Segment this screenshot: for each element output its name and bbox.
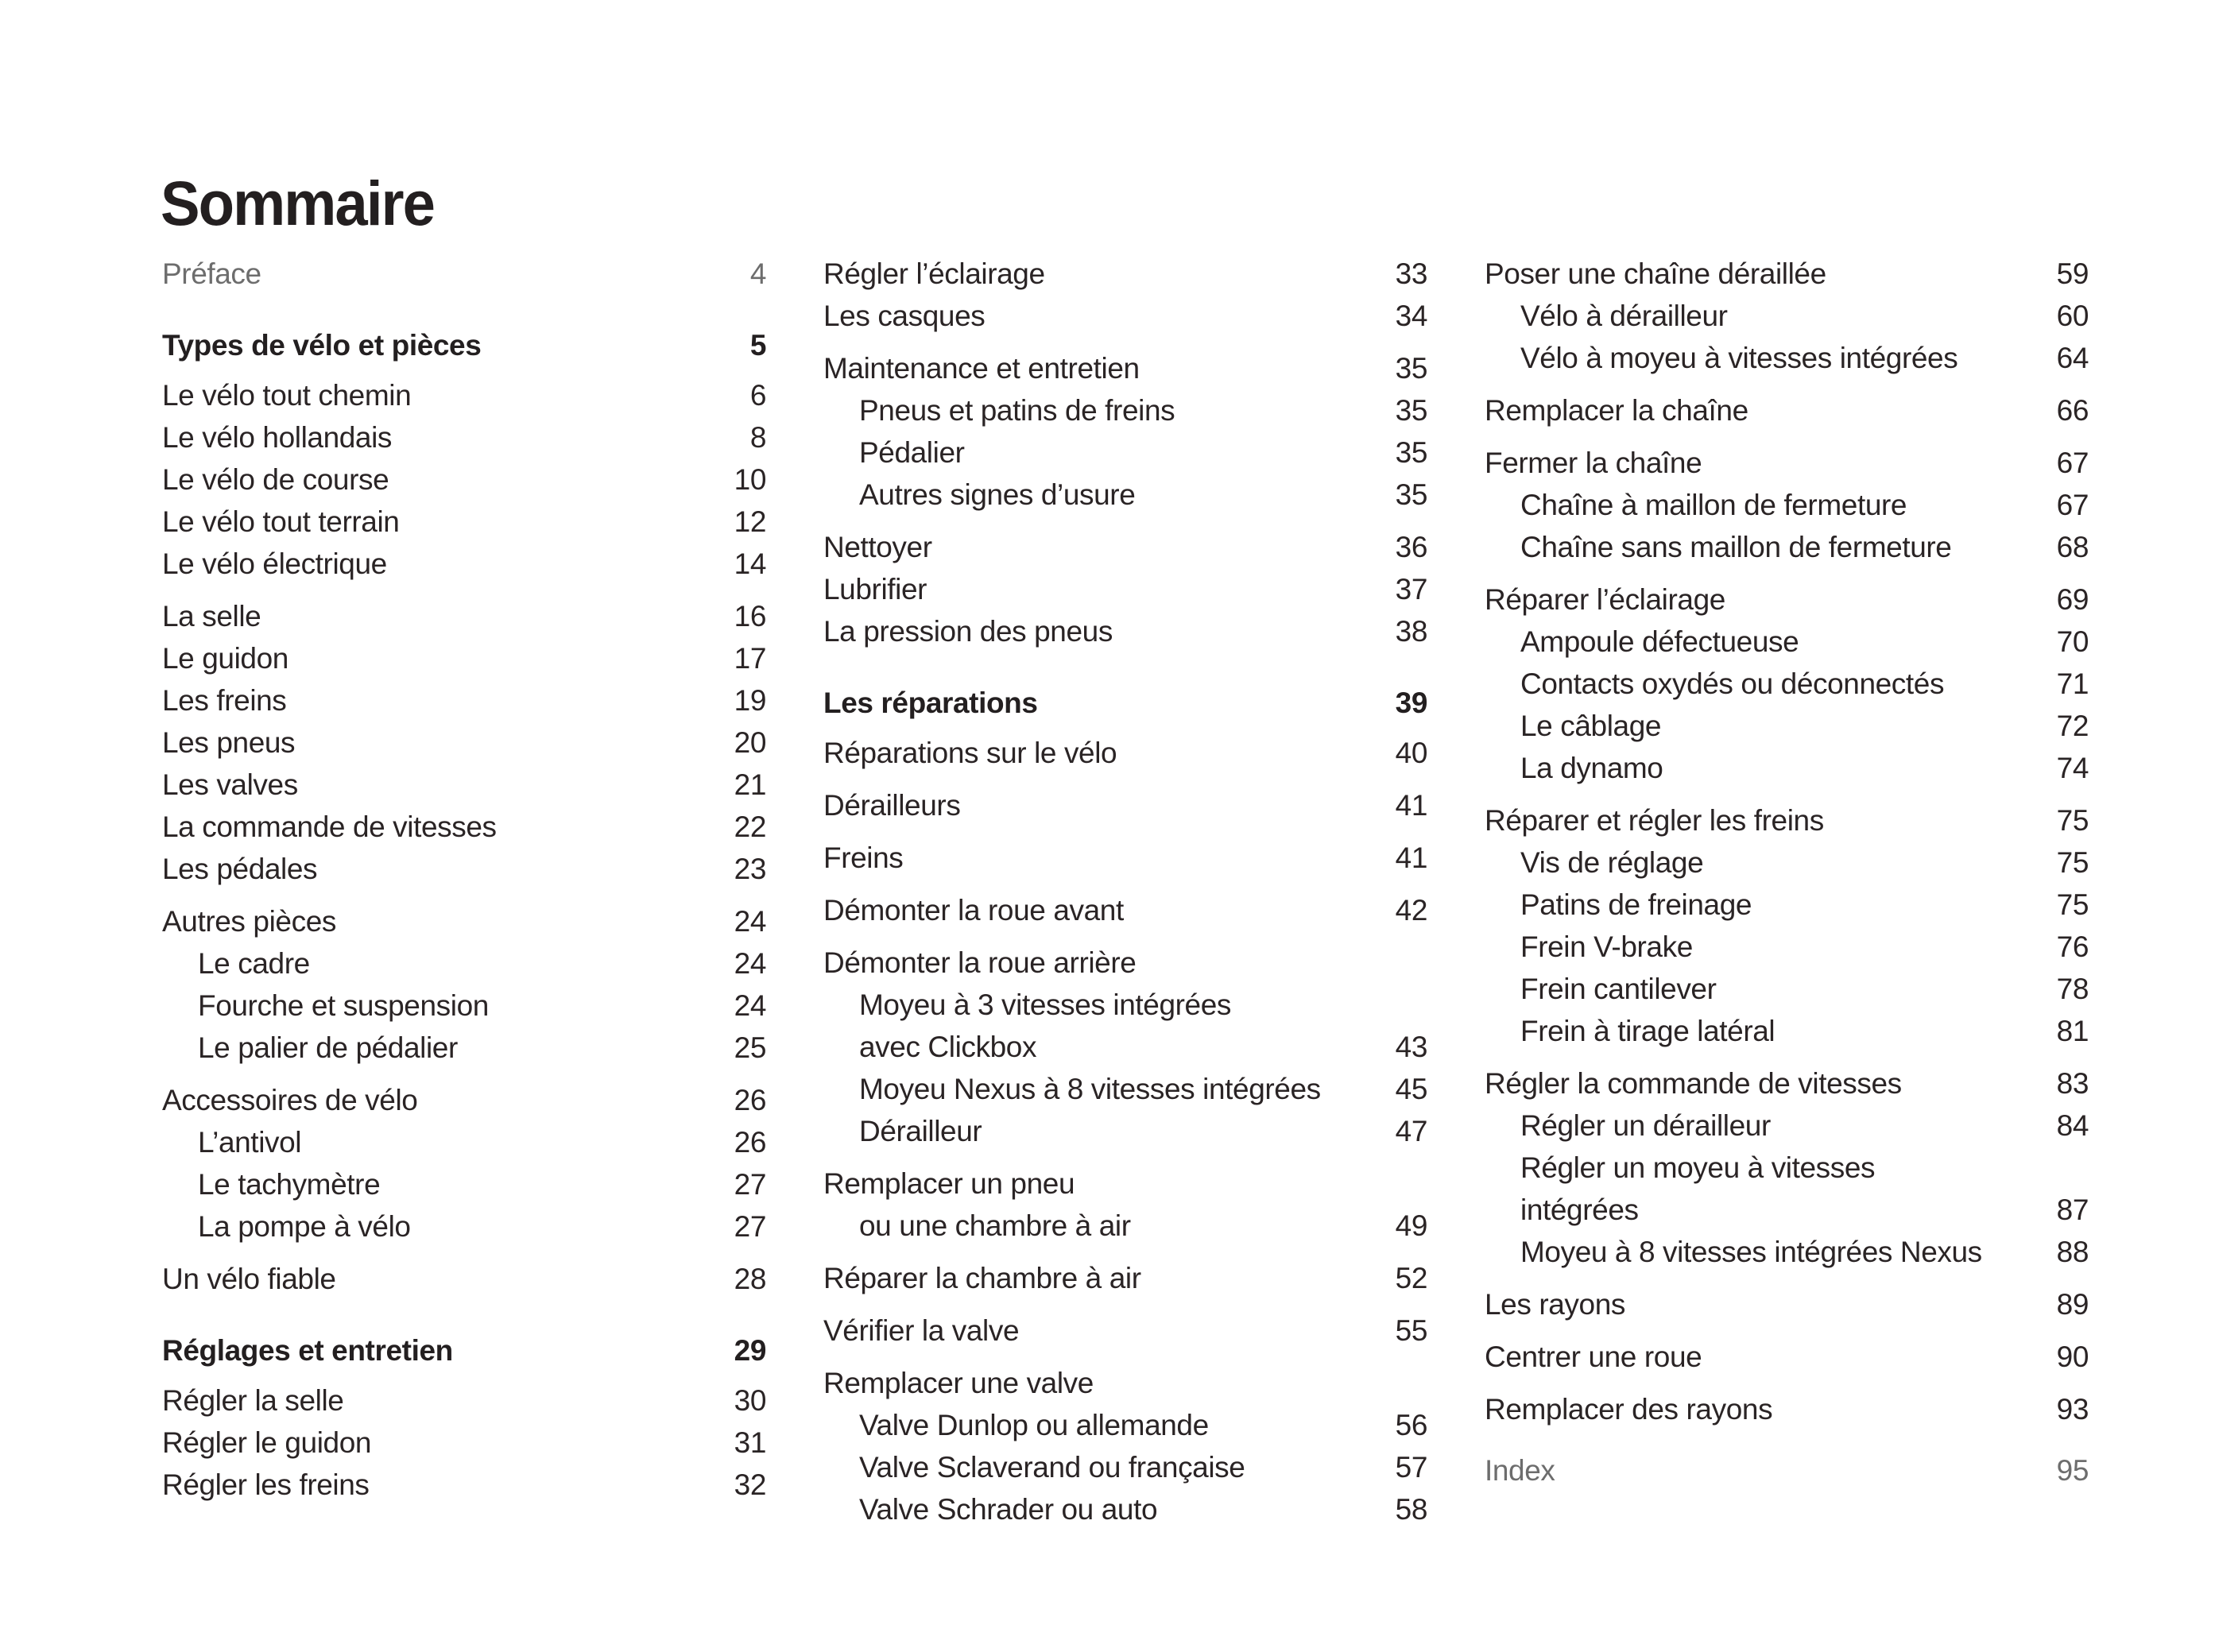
toc-entry [162,1258,766,1300]
toc-entry [823,347,1427,389]
toc-entry-page: 41 [1395,841,1427,874]
toc-entry-page: 78 [2056,973,2089,1005]
toc-entry-label: Le guidon [162,642,288,675]
toc-entry [1485,578,2089,621]
toc-entry-page: 68 [2056,531,2089,563]
toc-entry-page: 27 [734,1210,766,1243]
toc-entry-page: 35 [1395,394,1427,427]
toc-entry [162,637,766,679]
toc-entry-page: 24 [734,947,766,980]
toc-entry [162,1079,766,1121]
toc-entry [1485,295,2089,337]
toc-entry-label: Un vélo fiable [162,1263,336,1295]
toc-entry-page: 57 [1395,1451,1427,1484]
toc-entry [823,568,1427,610]
toc-entry [1485,1336,2089,1378]
toc-entry-page: 26 [734,1084,766,1116]
toc-entry-label: Frein cantilever [1520,973,1717,1005]
toc-entry-label: Lubrifier [823,573,927,605]
toc-entry [823,784,1427,826]
toc-entry [823,1257,1427,1299]
toc-entry-label: Chaîne à maillon de fermeture [1520,489,1907,521]
toc-entry [823,889,1427,931]
toc-entry-page: 67 [2056,447,2089,479]
toc-entry-label: Le palier de pédalier [198,1031,458,1064]
toc-entry-page: 6 [749,379,766,412]
toc-entry-page: 76 [2056,930,2089,963]
toc-entry [1485,389,2089,431]
toc-entry [1485,1388,2089,1430]
toc-entry-page: 60 [2056,300,2089,332]
toc-entry [823,1362,1427,1404]
toc-entry-label: Vélo à moyeu à vitesses intégrées [1520,342,1958,374]
toc-entry [823,837,1427,879]
toc-entry [1485,705,2089,747]
toc-entry-label: Contacts oxydés ou déconnectés [1520,667,1945,700]
toc-entry-label: Ampoule défectueuse [1520,625,1799,658]
toc-entry-page: 21 [734,768,766,801]
toc-entry [162,900,766,942]
toc-entry-page: 95 [2056,1454,2089,1487]
toc-entry-label: Le vélo électrique [162,547,387,580]
toc-entry-page: 83 [2056,1067,2089,1100]
toc-entry-label: La selle [162,600,261,633]
toc-column-middle [823,253,1427,1530]
toc-entry [1485,747,2089,789]
toc-entry [1485,926,2089,968]
toc-entry-label: Réglages et entretien [162,1334,453,1367]
toc-entry-page: 32 [734,1468,766,1501]
toc-entry-page: 84 [2056,1109,2089,1142]
toc-entry [1485,841,2089,884]
toc-entry [1485,1062,2089,1105]
toc-entry [1485,484,2089,526]
toc-entry [823,1404,1427,1446]
toc-entry-page: 8 [749,421,766,454]
toc-entry [823,431,1427,474]
toc-entry-label: Index [1485,1454,1555,1487]
toc-entry-page: 38 [1395,615,1427,648]
toc-entry-page: 23 [734,853,766,885]
toc-entry-label: Les rayons [1485,1288,1625,1321]
toc-entry [162,1464,766,1506]
toc-entry [823,1310,1427,1352]
toc-entry [1485,1147,2089,1189]
toc-entry-page: 81 [2056,1015,2089,1047]
toc-entry [1485,1231,2089,1273]
toc-entry-label: Freins [823,841,904,874]
toc-entry-label: Dérailleur [859,1115,982,1147]
toc-entry [823,682,1427,724]
toc-entry [162,374,766,416]
toc-entry-label: Régler un moyeu à vitesses [1520,1151,1876,1184]
toc-entry-label: Moyeu à 3 vitesses intégrées [859,988,1231,1021]
toc-entry [823,253,1427,295]
toc-entry-label: Démonter la roue avant [823,894,1124,927]
toc-entry-label: Régler la selle [162,1384,344,1417]
toc-entry-label: Réparer l’éclairage [1485,583,1725,616]
toc-entry-label: La pression des pneus [823,615,1113,648]
toc-entry-label: Les réparations [823,687,1038,719]
toc-entry-label: Préface [162,257,261,290]
toc-entry [823,295,1427,337]
toc-entry-page: 28 [734,1263,766,1295]
toc-entry-label: Régler l’éclairage [823,257,1045,290]
toc-entry-page: 12 [734,505,766,538]
toc-entry-label: Vis de réglage [1520,846,1704,879]
toc-entry-page: 52 [1395,1262,1427,1294]
toc-entry-page: 41 [1395,789,1427,822]
toc-entry-label: Poser une chaîne déraillée [1485,257,1826,290]
toc-entry-page: 19 [734,684,766,717]
toc-entry-page: 55 [1395,1314,1427,1347]
toc-entry [823,1110,1427,1152]
toc-entry-label: Les casques [823,300,986,332]
toc-entry [162,722,766,764]
toc-entry-page: 72 [2056,710,2089,742]
toc-entry-page: 16 [734,600,766,633]
toc-entry-label: Remplacer une valve [823,1367,1094,1399]
toc-entry-page: 89 [2056,1288,2089,1321]
toc-entry-label: Fermer la chaîne [1485,447,1702,479]
toc-entry [823,1488,1427,1530]
toc-entry-page: 27 [734,1168,766,1201]
toc-entry-label: Régler les freins [162,1468,370,1501]
toc-entry-page: 10 [734,463,766,496]
toc-entry-page: 75 [2056,804,2089,837]
toc-entry-page: 59 [2056,257,2089,290]
toc-entry-label: Les pneus [162,726,296,759]
toc-entry [823,984,1427,1026]
toc-entry [1485,968,2089,1010]
toc-entry-label: Frein à tirage latéral [1520,1015,1775,1047]
toc-entry-page: 43 [1395,1031,1427,1063]
toc-entry-label: Centrer une roue [1485,1341,1702,1373]
toc-entry-page: 45 [1395,1073,1427,1105]
toc-entry [162,679,766,722]
toc-columns [162,253,2089,1530]
toc-entry-label: Valve Schrader ou auto [859,1493,1158,1526]
toc-entry [1485,1283,2089,1325]
toc-entry-label: avec Clickbox [859,1031,1037,1063]
toc-entry-label: intégrées [1520,1194,1639,1226]
toc-entry-page: 75 [2056,888,2089,921]
toc-entry-label: Les freins [162,684,287,717]
toc-entry [1485,621,2089,663]
toc-entry [1485,663,2089,705]
toc-entry-page: 37 [1395,573,1427,605]
toc-entry [1485,1105,2089,1147]
toc-entry-label: Frein V-brake [1520,930,1693,963]
toc-entry [823,1163,1427,1205]
toc-entry [162,324,766,366]
toc-entry-label: Vérifier la valve [823,1314,1020,1347]
toc-entry-label: Valve Dunlop ou allemande [859,1409,1209,1441]
toc-entry-page: 5 [749,329,766,362]
toc-entry-label: Le cadre [198,947,310,980]
toc-entry-label: Régler un dérailleur [1520,1109,1771,1142]
toc-entry-label: Réparer la chambre à air [823,1262,1141,1294]
toc-entry-page: 66 [2056,394,2089,427]
toc-entry [162,1121,766,1163]
toc-entry-page: 24 [734,989,766,1022]
toc-entry-label: La commande de vitesses [162,811,497,843]
toc-entry-label: Pédalier [859,436,965,469]
toc-entry-label: Régler la commande de vitesses [1485,1067,1902,1100]
toc-entry-page: 64 [2056,342,2089,374]
toc-entry-page: 26 [734,1126,766,1159]
toc-entry [823,732,1427,774]
toc-entry-page: 33 [1395,257,1427,290]
toc-entry-label: Régler le guidon [162,1426,372,1459]
toc-entry-page: 88 [2056,1236,2089,1268]
toc-entry [1485,884,2089,926]
toc-entry [823,1026,1427,1068]
toc-entry [162,501,766,543]
toc-entry-label: Accessoires de vélo [162,1084,418,1116]
toc-entry-page: 35 [1395,436,1427,469]
toc-entry [1485,799,2089,841]
toc-entry [1485,253,2089,295]
toc-entry [162,1205,766,1248]
toc-entry-page: 20 [734,726,766,759]
toc-entry-label: Autres signes d’usure [859,478,1136,511]
toc-entry-label: Nettoyer [823,531,932,563]
toc-entry-label: Réparations sur le vélo [823,737,1117,769]
toc-entry-page: 25 [734,1031,766,1064]
toc-entry-label: Fourche et suspension [198,989,489,1022]
toc-entry-page: 29 [734,1334,766,1367]
toc-entry-page: 39 [1395,687,1427,719]
toc-entry-page: 69 [2056,583,2089,616]
toc-entry [1485,1189,2089,1231]
toc-entry-label: Le vélo hollandais [162,421,393,454]
toc-entry-label: Chaîne sans maillon de fermeture [1520,531,1952,563]
toc-entry-label: Valve Sclaverand ou française [859,1451,1245,1484]
toc-entry-page: 74 [2056,752,2089,784]
toc-entry-label: Démonter la roue arrière [823,946,1137,979]
toc-entry-label: Remplacer des rayons [1485,1393,1773,1426]
toc-entry [162,253,766,295]
toc-entry-page: 70 [2056,625,2089,658]
toc-entry-page: 34 [1395,300,1427,332]
toc-entry-label: Les pédales [162,853,318,885]
toc-entry [1485,526,2089,568]
toc-entry-page: 4 [749,257,766,290]
toc-entry-page: 47 [1395,1115,1427,1147]
toc-entry-label: La dynamo [1520,752,1663,784]
toc-entry-label: La pompe à vélo [198,1210,411,1243]
toc-entry [823,389,1427,431]
toc-entry-label: Moyeu à 8 vitesses intégrées Nexus [1520,1236,1982,1268]
toc-entry [823,526,1427,568]
toc-entry-page: 49 [1395,1209,1427,1242]
toc-entry-page: 40 [1395,737,1427,769]
toc-entry [162,416,766,458]
toc-entry-label: Le câblage [1520,710,1662,742]
toc-entry-page: 22 [734,811,766,843]
toc-entry-page: 24 [734,905,766,938]
toc-entry-page: 87 [2056,1194,2089,1226]
toc-entry [823,474,1427,516]
page-title: Sommaire [161,167,435,238]
toc-entry [162,543,766,585]
toc-entry-label: Le vélo tout chemin [162,379,412,412]
toc-entry-page: 36 [1395,531,1427,563]
toc-entry-page: 35 [1395,478,1427,511]
toc-entry [162,458,766,501]
toc-entry-page: 56 [1395,1409,1427,1441]
toc-entry-label: Réparer et régler les freins [1485,804,1824,837]
toc-entry-label: L’antivol [198,1126,302,1159]
toc-entry-page: 75 [2056,846,2089,879]
toc-entry [162,1422,766,1464]
toc-entry [823,610,1427,652]
toc-entry-page: 35 [1395,352,1427,385]
toc-entry-label: Moyeu Nexus à 8 vitesses intégrées [859,1073,1321,1105]
toc-entry-label: ou une chambre à air [859,1209,1131,1242]
toc-entry-label: Vélo à dérailleur [1520,300,1728,332]
toc-column-left [162,253,766,1530]
toc-entry-label: Types de vélo et pièces [162,329,482,362]
toc-entry [162,1163,766,1205]
toc-entry-label: Autres pièces [162,905,336,938]
toc-entry [823,1068,1427,1110]
toc-entry-label: Remplacer un pneu [823,1167,1075,1200]
toc-entry-label: Les valves [162,768,298,801]
toc-entry [162,985,766,1027]
toc-entry-page: 93 [2056,1393,2089,1426]
toc-entry-page: 71 [2056,667,2089,700]
toc-entry-page: 42 [1395,894,1427,927]
toc-entry-page: 90 [2056,1341,2089,1373]
toc-entry-page: 31 [734,1426,766,1459]
toc-entry-label: Patins de freinage [1520,888,1752,921]
toc-entry-page: 67 [2056,489,2089,521]
toc-column-right [1485,253,2089,1530]
toc-entry [162,764,766,806]
toc-entry-page: 14 [734,547,766,580]
toc-entry [823,1205,1427,1247]
toc-entry [162,1329,766,1372]
toc-entry-label: Le vélo tout terrain [162,505,400,538]
toc-entry-label: Remplacer la chaîne [1485,394,1748,427]
toc-entry [162,1027,766,1069]
toc-entry [162,806,766,848]
toc-entry [1485,1449,2089,1491]
toc-entry [823,942,1427,984]
toc-entry [1485,337,2089,379]
toc-entry-label: Le vélo de course [162,463,389,496]
toc-entry [162,595,766,637]
toc-entry [823,1446,1427,1488]
toc-entry-label: Maintenance et entretien [823,352,1140,385]
toc-entry [162,1379,766,1422]
toc-entry-page: 30 [734,1384,766,1417]
toc-entry-page: 58 [1395,1493,1427,1526]
toc-entry-label: Dérailleurs [823,789,961,822]
toc-entry [1485,442,2089,484]
toc-entry [162,848,766,890]
toc-entry [1485,1010,2089,1052]
toc-entry-page: 17 [734,642,766,675]
toc-entry [162,942,766,985]
toc-entry-label: Pneus et patins de freins [859,394,1175,427]
toc-entry-label: Le tachymètre [198,1168,381,1201]
